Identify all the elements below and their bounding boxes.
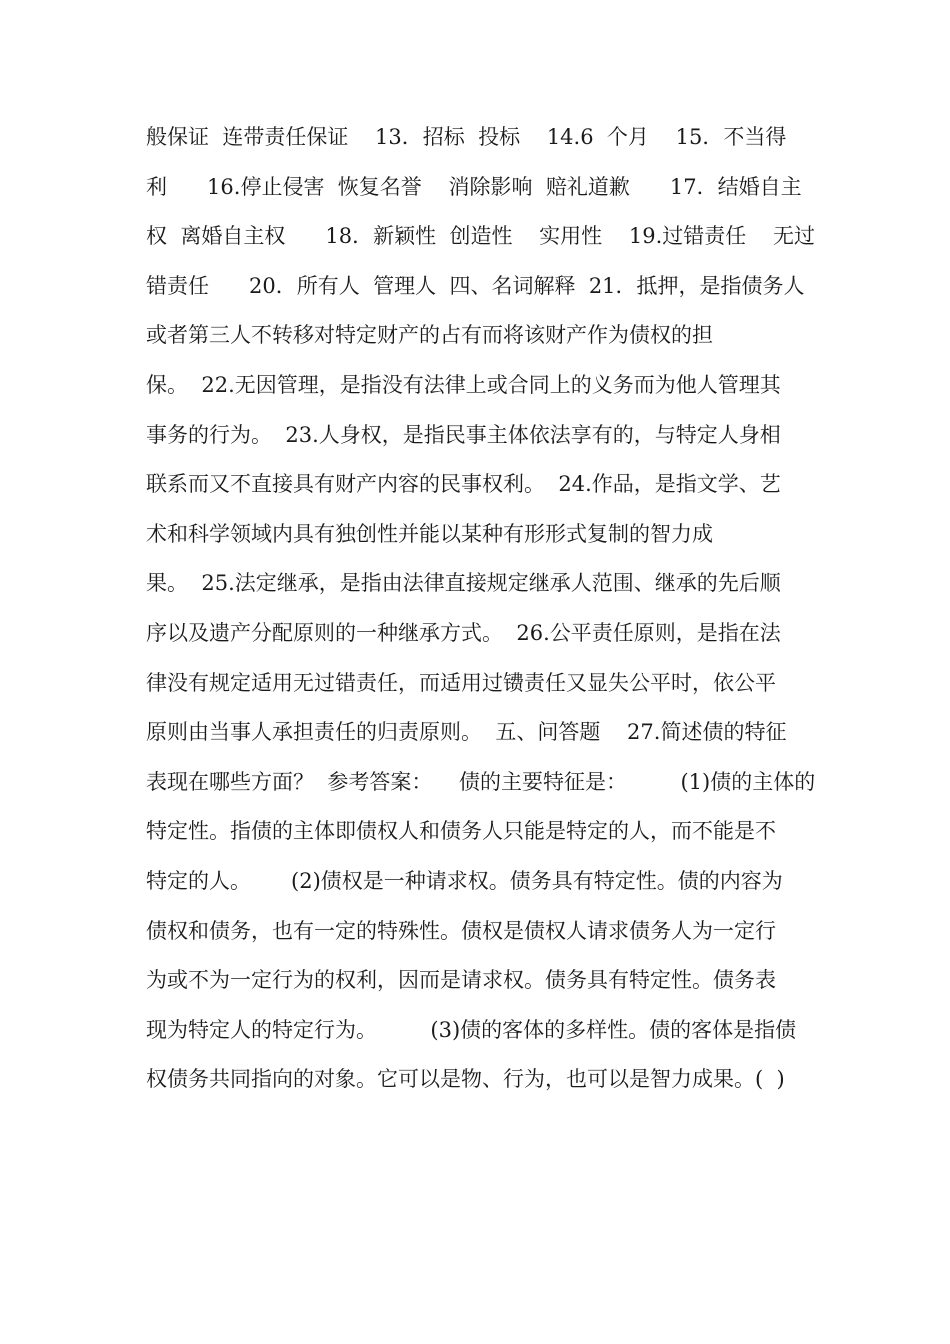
- text-line: 术和科学领域内具有独创性并能以某种有形形式复制的智力成: [146, 521, 713, 546]
- document-text-body: [146, 115, 814, 1107]
- text-line: 律没有规定适用无过错责任，而适用过镄责任又显失公平时，依公平: [146, 670, 776, 695]
- text-line: 特定的人。 (2)债权是一种请求权。债务具有特定性。债的内容为: [146, 868, 783, 893]
- text-line: 果。 25.法定继承，是指由法律直接规定继承人范围、继承的先后顺: [146, 571, 781, 596]
- text-line: 为或不为一定行为的权利，因而是请求权。债务具有特定性。债务表: [146, 968, 776, 993]
- text-line: 债权和债务，也有一定的特殊性。债权是债权人请求债务人为一定行: [146, 918, 776, 943]
- text-line: 权 离婚自主权 18．新颖性 创造性 实用性 19.过错责任 无过: [146, 224, 815, 249]
- text-line: 事务的行为。 23.人身权，是指民事主体依法享有的，与特定人身相: [146, 422, 781, 447]
- text-line: 或者第三人不转移对特定财产的占有而将该财产作为债权的担: [146, 323, 713, 348]
- text-line: 错责任 20．所有人 管理人 四、名词解释 21．抵押，是指债务人: [146, 273, 805, 298]
- text-line: 特定性。指债的主体即债权人和债务人只能是特定的人，而不能是不: [146, 819, 776, 844]
- text-line: 权债务共同指向的对象。它可以是物、行为，也可以是智力成果。( ): [146, 1067, 785, 1092]
- text-line: 现为特定人的特定行为。 (3)债的客体的多样性。债的客体是指债: [146, 1017, 797, 1042]
- text-line: 般保证 连带责任保证 13．招标 投标 14.6 个月 15．不当得: [146, 125, 787, 149]
- text-line: 序以及遗产分配原则的一种继承方式。 26.公平责任原则，是指在法: [146, 620, 781, 645]
- text-line: 保。 22.无因管理，是指没有法律上或合同上的义务而为他人管理其: [146, 372, 781, 397]
- text-line: 利 16.停止侵害 恢复名誉 消除影响 赔礼道歉 17．结婚自主: [146, 174, 802, 199]
- text-line: 表现在哪些方面？ 参考答案： 债的主要特征是： (1)债的主体的: [146, 769, 816, 794]
- text-line: 原则由当事人承担责任的归责原则。 五、问答题 27.简述债的特征: [146, 720, 787, 745]
- text-line: 联系而又不直接具有财产内容的民事权利。 24.作品，是指文学、艺: [146, 472, 781, 497]
